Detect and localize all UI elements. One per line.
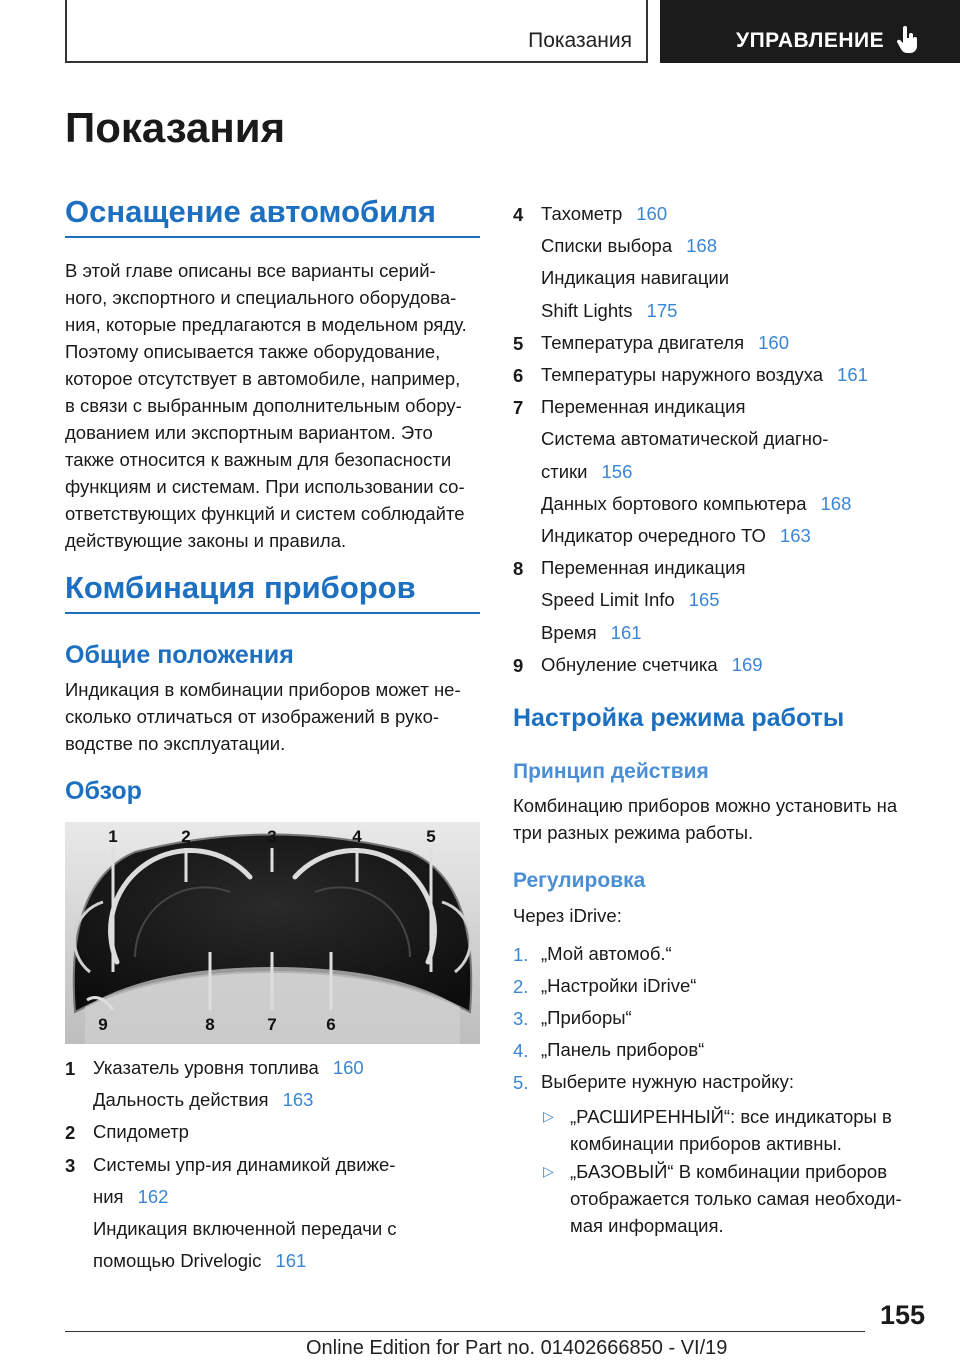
paragraph-line: функциям и системам. При использовании со- [65,476,465,497]
legend-text: Температуры наружного воздуха [541,364,824,385]
legend-number: 1 [65,1058,76,1079]
instrument-cluster-illustration [65,822,480,1044]
step-number: 5. [513,1072,529,1093]
page-reference-link[interactable]: 175 [646,299,678,321]
legend-item [541,586,720,613]
legend-text: Shift Lights [541,299,633,321]
legend-text: помощью Drivelogic [93,1250,262,1272]
step-text: Выберите нужную настройку: [541,1071,794,1092]
legend-text: Дальность действия [93,1089,269,1111]
option-line: мая информация. [570,1215,724,1236]
legend-item [541,522,811,549]
page-reference-link[interactable]: 168 [820,492,852,514]
legend-number: 8 [513,558,524,580]
paragraph-line: Поэтому описывается также оборудование, [65,341,441,362]
page-number: 155 [880,1300,926,1330]
header-section-label: Показания [528,29,632,52]
legend-item [541,651,763,678]
legend-item [541,264,729,291]
legend-item [541,361,868,388]
legend-item [93,1086,313,1113]
legend-item [541,490,851,517]
principle-paragraph [513,792,933,846]
step-text: „Панель приборов“ [541,1039,705,1060]
footer-edition: Online Edition for Part no. 01402666850 - VI/19 [306,1337,728,1359]
adjust-intro: Через iDrive: [513,905,622,926]
page-reference-link[interactable]: 169 [731,653,763,675]
legend-item [93,1054,364,1081]
legend-item [93,1183,168,1210]
triangle-right-icon: ▷ [543,1163,554,1179]
page-reference-link[interactable]: 160 [636,203,668,224]
option-line: „БАЗОВЫЙ“ В комбинации приборов [570,1161,888,1182]
page-reference-link[interactable]: 168 [686,235,717,257]
paragraph-line: Индикация в комбинации приборов может не- [65,679,461,700]
legend-text: стики [541,460,588,482]
paragraph-line: сколько отличаться от изображений в руко- [65,706,440,727]
legend-number: 9 [513,654,524,676]
legend-item [541,458,632,485]
step-text: „Мой автомоб.“ [541,943,672,964]
option-line: „РАСШИРЕННЫЙ“: все индикаторы в [570,1106,892,1127]
option-item [570,1103,940,1157]
legend-text: Индикация включенной передачи с [93,1218,397,1239]
paragraph-line: три разных режима работы. [513,822,754,843]
heading-mode: Настройка режима работы [513,704,845,732]
legend-text: ния [93,1185,124,1207]
paragraph-line: также относится к важным для безопасности [65,449,452,470]
legend-text: Спидометр [93,1121,189,1143]
legend-item [93,1215,397,1242]
legend-item [541,200,667,227]
legend-item [541,297,677,324]
paragraph-line: дованием или экспортным вариантом. Это [65,422,433,443]
step-number: 3. [513,1008,529,1029]
callout-8: 8 [205,1015,215,1034]
step-number: 1. [513,944,529,965]
page-reference-link[interactable]: 165 [688,589,720,611]
option-item [570,1158,940,1239]
paragraph-line: ответствующих функций и систем соблюдайте [65,503,465,524]
option-line: комбинации приборов активны. [570,1133,842,1154]
paragraph-line: В этой главе описаны все варианты серий- [65,260,436,281]
page-reference-link[interactable]: 161 [610,621,642,643]
callout-9: 9 [98,1015,108,1034]
legend-text: Время [541,621,597,643]
legend-number: 7 [513,397,524,419]
legend-text: Списки выбора [541,235,673,257]
step-text: „Приборы“ [541,1007,632,1028]
legend-item [541,554,745,581]
page-reference-link[interactable]: 160 [758,331,789,353]
callout-1: 1 [108,827,118,846]
callout-4: 4 [352,827,362,846]
legend-item [93,1247,306,1274]
option-line: отображается только самая необходи- [570,1188,902,1209]
legend-item [541,232,717,259]
paragraph-line: Комбинацию приборов можно установить на [513,795,898,816]
legend-text: Системы упр-ия динамикой движе- [93,1153,396,1175]
hand-pointer-icon [896,26,918,54]
callout-7: 7 [267,1015,277,1034]
legend-number: 2 [65,1122,76,1144]
running-header-section [65,0,648,63]
legend-item [541,619,642,646]
legend-text: Данных бортового компьютера [541,492,807,514]
legend-item [93,1118,189,1145]
step-number: 2. [513,976,529,997]
paragraph-line: водстве по эксплуатации. [65,733,286,754]
page-reference-link[interactable]: 156 [601,460,633,482]
paragraph-line: действующие законы и правила. [65,530,347,551]
legend-text: Переменная индикация [541,557,746,579]
callout-2: 2 [181,827,191,846]
heading-general: Общие положения [65,641,294,669]
legend-text: Переменная индикация [541,396,746,418]
page-title: Показания [65,104,286,151]
page-reference-link[interactable]: 160 [332,1057,364,1078]
legend-text: Система автоматической диагно- [541,428,829,450]
legend-number: 3 [65,1154,76,1176]
legend-number: 6 [513,365,524,386]
step-number: 4. [513,1040,529,1061]
heading-instrument-cluster: Комбинация приборов [65,570,480,614]
page-reference-link[interactable]: 161 [837,364,868,385]
equipment-paragraph [65,257,485,554]
legend-text: Обнуление счетчика [541,653,718,675]
heading-overview: Обзор [65,777,142,805]
legend-item [541,329,789,356]
legend-text: Индикация навигации [541,267,730,289]
general-paragraph [65,676,485,757]
legend-text: Указатель уровня топлива [93,1057,319,1078]
footer-rule [65,1331,865,1332]
legend-item [541,393,745,420]
triangle-right-icon: ▷ [543,1108,554,1124]
running-header-chapter [660,0,960,63]
legend-number: 4 [513,204,524,225]
page-reference-link[interactable]: 162 [137,1185,169,1207]
step-text: „Настройки iDrive“ [541,975,697,996]
legend-text: Температура двигателя [541,331,745,353]
heading-equipment: Оснащение автомобиля [65,194,480,238]
heading-adjust: Регулировка [513,869,646,892]
callout-6: 6 [326,1015,336,1034]
legend-number: 5 [513,332,524,354]
paragraph-line: ния, которые предлагаются в модельном ряду. [65,314,467,335]
legend-text: Тахометр [541,203,623,224]
callout-3: 3 [267,827,277,846]
legend-text: Индикатор очередного ТО [541,525,766,546]
page-reference-link[interactable]: 161 [275,1250,307,1272]
paragraph-line: которое отсутствует в автомобиле, например, [65,368,461,389]
page-reference-link[interactable]: 163 [779,525,811,546]
heading-principle: Принцип действия [513,760,709,783]
legend-item [541,425,828,452]
header-chapter-label: УПРАВЛЕНИЕ [736,29,885,52]
paragraph-line: ного, экспортного и специального оборудова- [65,287,457,308]
paragraph-line: в связи с выбранным дополнительным обору- [65,395,462,416]
callout-5: 5 [426,827,436,846]
legend-text: Speed Limit Info [541,589,675,611]
legend-item [93,1151,395,1178]
page-reference-link[interactable]: 163 [282,1089,314,1111]
